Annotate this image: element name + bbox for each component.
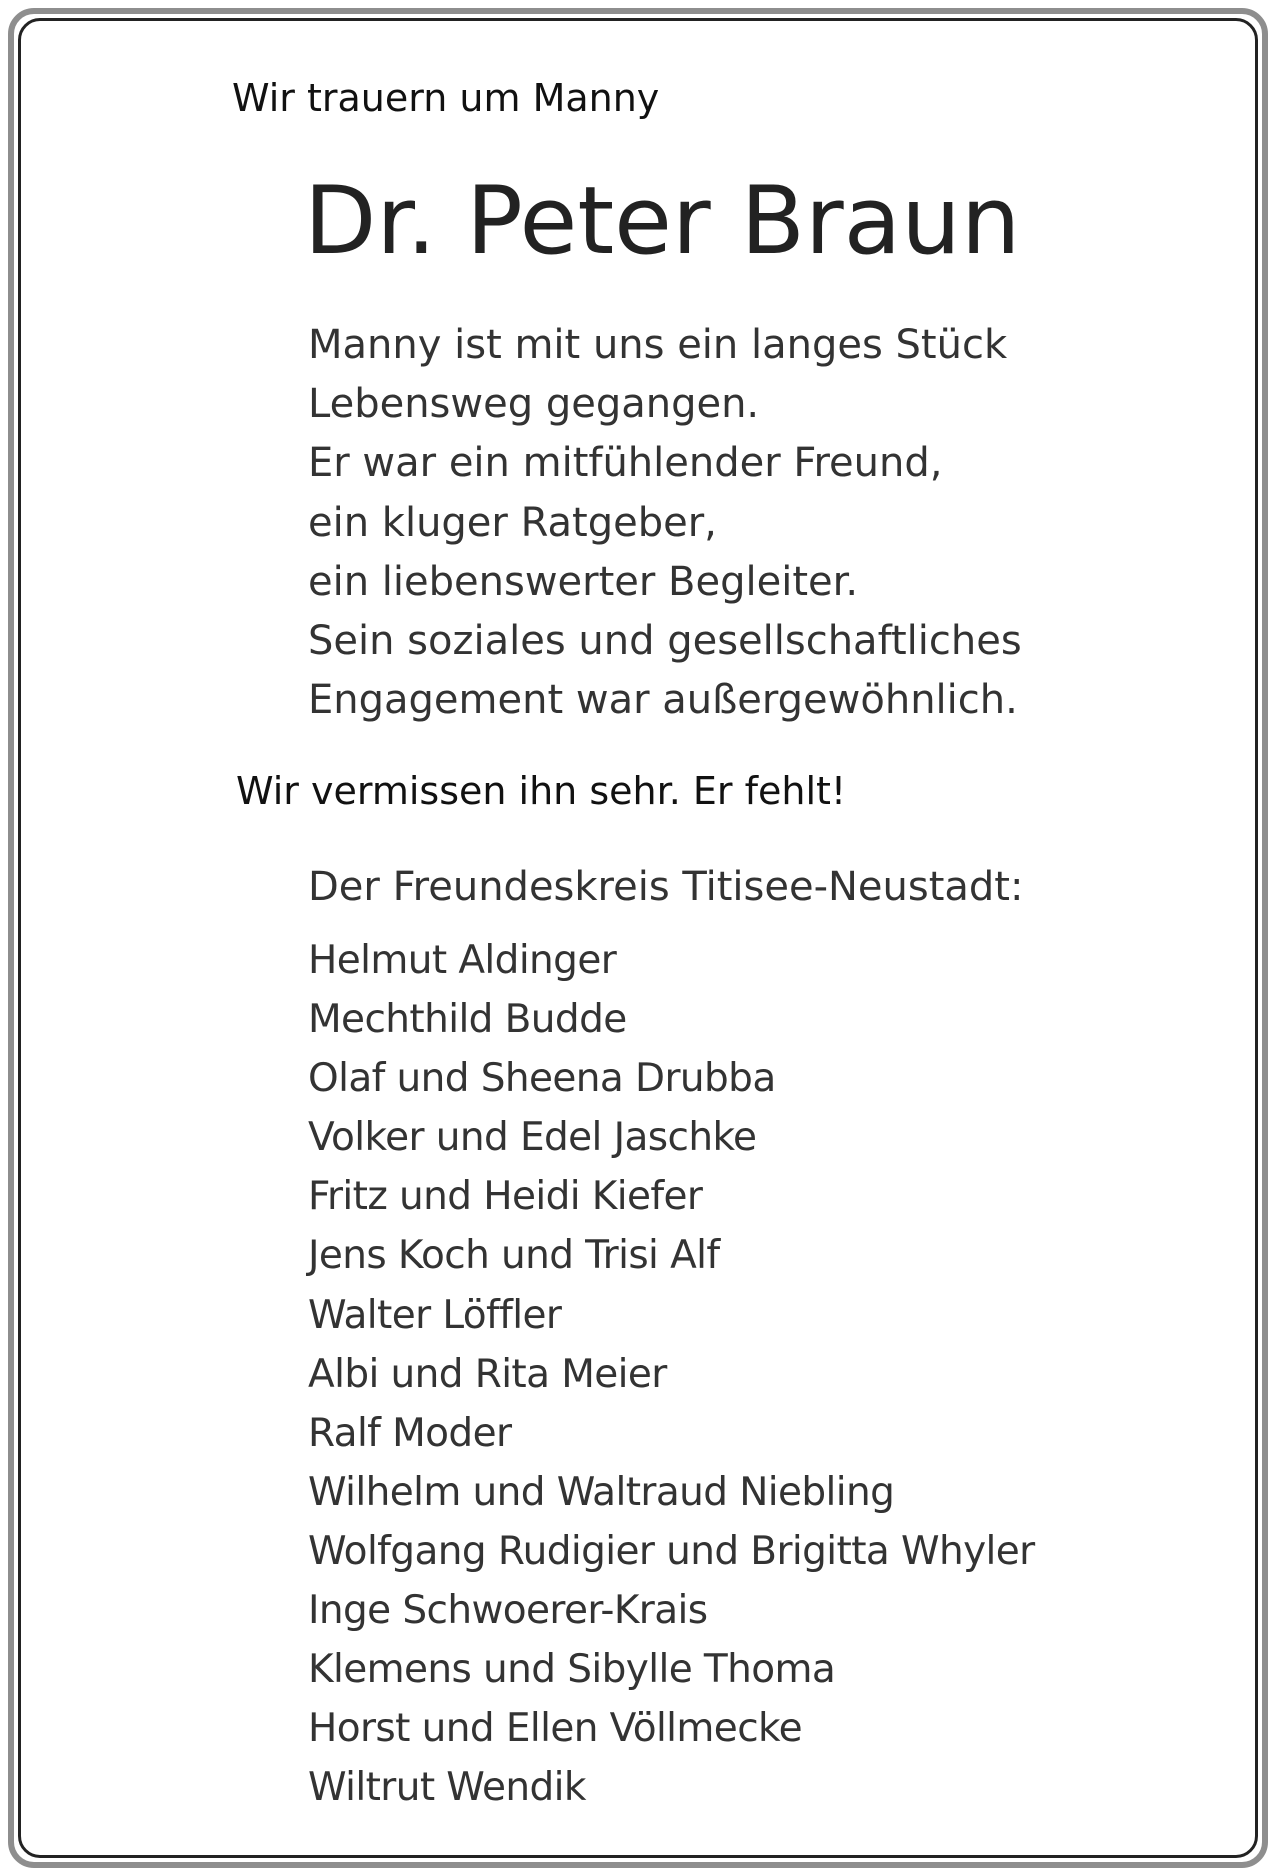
signatory-name: Jens Koch und Trisi Alf <box>308 1233 720 1279</box>
signatory-name: Fritz und Heidi Kiefer <box>308 1174 703 1220</box>
tribute-line: Manny ist mit uns ein langes Stück <box>308 322 1008 368</box>
signatory-name: Olaf und Sheena Drubba <box>308 1056 776 1102</box>
missing-line: Wir vermissen ihn sehr. Er fehlt! <box>236 769 847 813</box>
signatories-list <box>308 931 1035 1817</box>
signatory-name: Wiltrut Wendik <box>308 1765 586 1811</box>
signatory-name: Klemens und Sibylle Thoma <box>308 1647 836 1693</box>
signatory-name: Wolfgang Rudigier und Brigitta Whyler <box>308 1528 1035 1574</box>
tribute-line: Er war ein mitfühlender Freund, <box>308 440 943 487</box>
signatory-name: Mechthild Budde <box>308 997 627 1043</box>
signatory-name: Wilhelm und Waltraud Niebling <box>308 1469 895 1515</box>
tribute-line: ein kluger Ratgeber, <box>308 499 717 546</box>
intro-line: Wir trauern um Manny <box>232 76 660 120</box>
tribute-line: ein liebenswerter Begleiter. <box>308 558 859 605</box>
tribute-text <box>308 316 1022 730</box>
signatory-name: Ralf Moder <box>308 1410 512 1456</box>
tribute-line: Sein soziales und gesellschaftliches <box>308 618 1022 665</box>
tribute-line: Engagement war außergewöhnlich. <box>308 677 1018 724</box>
signatory-name: Volker und Edel Jaschke <box>308 1115 757 1161</box>
signatory-name: Inge Schwoerer-Krais <box>308 1588 708 1634</box>
group-heading: Der Freundeskreis Titisee-Neustadt: <box>308 864 1024 910</box>
signatory-name: Helmut Aldinger <box>308 938 617 983</box>
deceased-name: Dr. Peter Braun <box>304 167 1021 276</box>
tribute-line: Lebensweg gegangen. <box>308 381 760 428</box>
signatory-name: Albi und Rita Meier <box>308 1351 667 1397</box>
signatory-name: Horst und Ellen Völlmecke <box>308 1706 803 1752</box>
signatory-name: Walter Löffler <box>308 1292 562 1338</box>
